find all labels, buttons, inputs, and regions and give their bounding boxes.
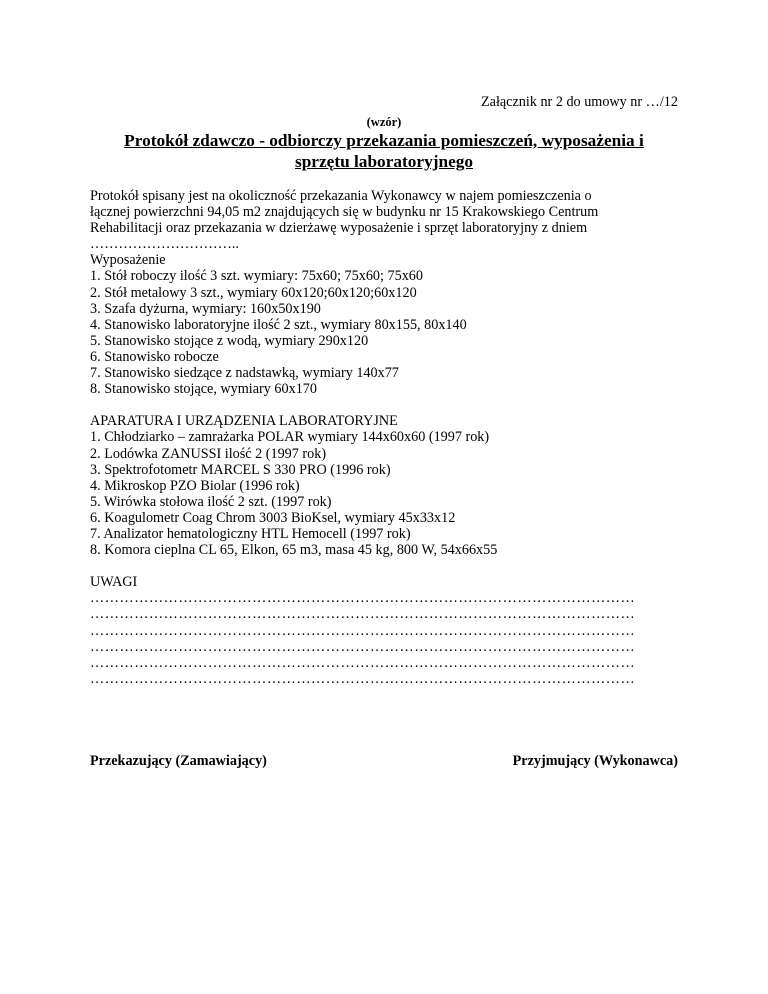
equipment-item: 3. Szafa dyżurna, wymiary: 160x50x190 (90, 300, 321, 317)
annex-reference: Załącznik nr 2 do umowy nr …/12 (480, 94, 678, 110)
handing-over-party-label: Przekazujący (Zamawiający) (90, 753, 267, 769)
apparatus-item: 6. Koagulometr Coag Chrom 3003 BioKsel, wymiary 45x33x12 (90, 509, 456, 526)
template-label: (wzór) (366, 115, 402, 129)
equipment-item: 1. Stół roboczy ilość 3 szt. wymiary: 75x60; 75x60; 75x60 (90, 268, 423, 285)
remarks-section (90, 574, 680, 687)
intro-line: Rehabilitacji oraz przekazania w dzierżawę wyposażenie i sprzęt laboratoryjny z dniem (90, 220, 588, 237)
document-title (90, 130, 678, 172)
receiving-party-label: Przyjmujący (Wykonawca) (512, 753, 678, 769)
intro-line: łącznej powierzchni 94,05 m2 znajdujących się w budynku nr 15 Krakowskiego Centrum (90, 204, 599, 221)
remarks-dotted-line: ………………………………………………………………………………………………… (90, 654, 636, 671)
remarks-dotted-line: ………………………………………………………………………………………………… (90, 606, 636, 623)
apparatus-heading: APARATURA I URZĄDZENIA LABORATORYJNE (90, 413, 398, 430)
section-gap (90, 397, 680, 413)
equipment-item: 6. Stanowisko robocze (90, 348, 219, 365)
remarks-dotted-line: ………………………………………………………………………………………………… (90, 670, 636, 687)
remarks-dotted-line: ………………………………………………………………………………………………… (90, 590, 636, 607)
apparatus-item: 1. Chłodziarko – zamrażarka POLAR wymiary 144x60x60 (1997 rok) (90, 429, 490, 446)
apparatus-item: 8. Komora cieplna CL 65, Elkon, 65 m3, masa 45 kg, 800 W, 54x66x55 (90, 542, 498, 559)
apparatus-item: 4. Mikroskop PZO Biolar (1996 rok) (90, 477, 300, 494)
equipment-item: 2. Stół metalowy 3 szt., wymiary 60x120;60x120;60x120 (90, 284, 417, 301)
apparatus-item: 3. Spektrofotometr MARCEL S 330 PRO (1996 rok) (90, 461, 391, 478)
apparatus-section (90, 413, 680, 558)
equipment-list (90, 268, 680, 397)
section-gap (90, 558, 680, 574)
remarks-heading: UWAGI (90, 574, 138, 591)
apparatus-item: 2. Lodówka ZANUSSI ilość 2 (1997 rok) (90, 445, 327, 462)
apparatus-item: 7. Analizator hematologiczny HTL Hemocell (1997 rok) (90, 525, 411, 542)
equipment-item: 4. Stanowisko laboratoryjne ilość 2 szt., wymiary 80x155, 80x140 (90, 316, 467, 333)
equipment-item: 8. Stanowisko stojące, wymiary 60x170 (90, 381, 317, 398)
equipment-heading: Wyposażenie (90, 252, 166, 269)
title-line-2: sprzętu laboratoryjnego (294, 152, 474, 171)
remarks-dotted-line: ………………………………………………………………………………………………… (90, 622, 636, 639)
apparatus-item: 5. Wirówka stołowa ilość 2 szt. (1997 rok) (90, 493, 332, 510)
equipment-item: 7. Stanowisko siedzące z nadstawką, wymiary 140x77 (90, 365, 399, 382)
document-body (90, 188, 680, 687)
equipment-item: 5. Stanowisko stojące z wodą, wymiary 290x120 (90, 332, 369, 349)
remarks-dotted-line: ………………………………………………………………………………………………… (90, 638, 636, 655)
intro-paragraph (90, 188, 680, 268)
intro-line: Protokół spisany jest na okoliczność przekazania Wykonawcy w najem pomieszczenia o (90, 188, 592, 204)
date-placeholder-dots: ………………………….. (90, 236, 239, 253)
title-line-1: Protokół zdawczo - odbiorczy przekazania pomieszczeń, wyposażenia i (124, 131, 644, 150)
